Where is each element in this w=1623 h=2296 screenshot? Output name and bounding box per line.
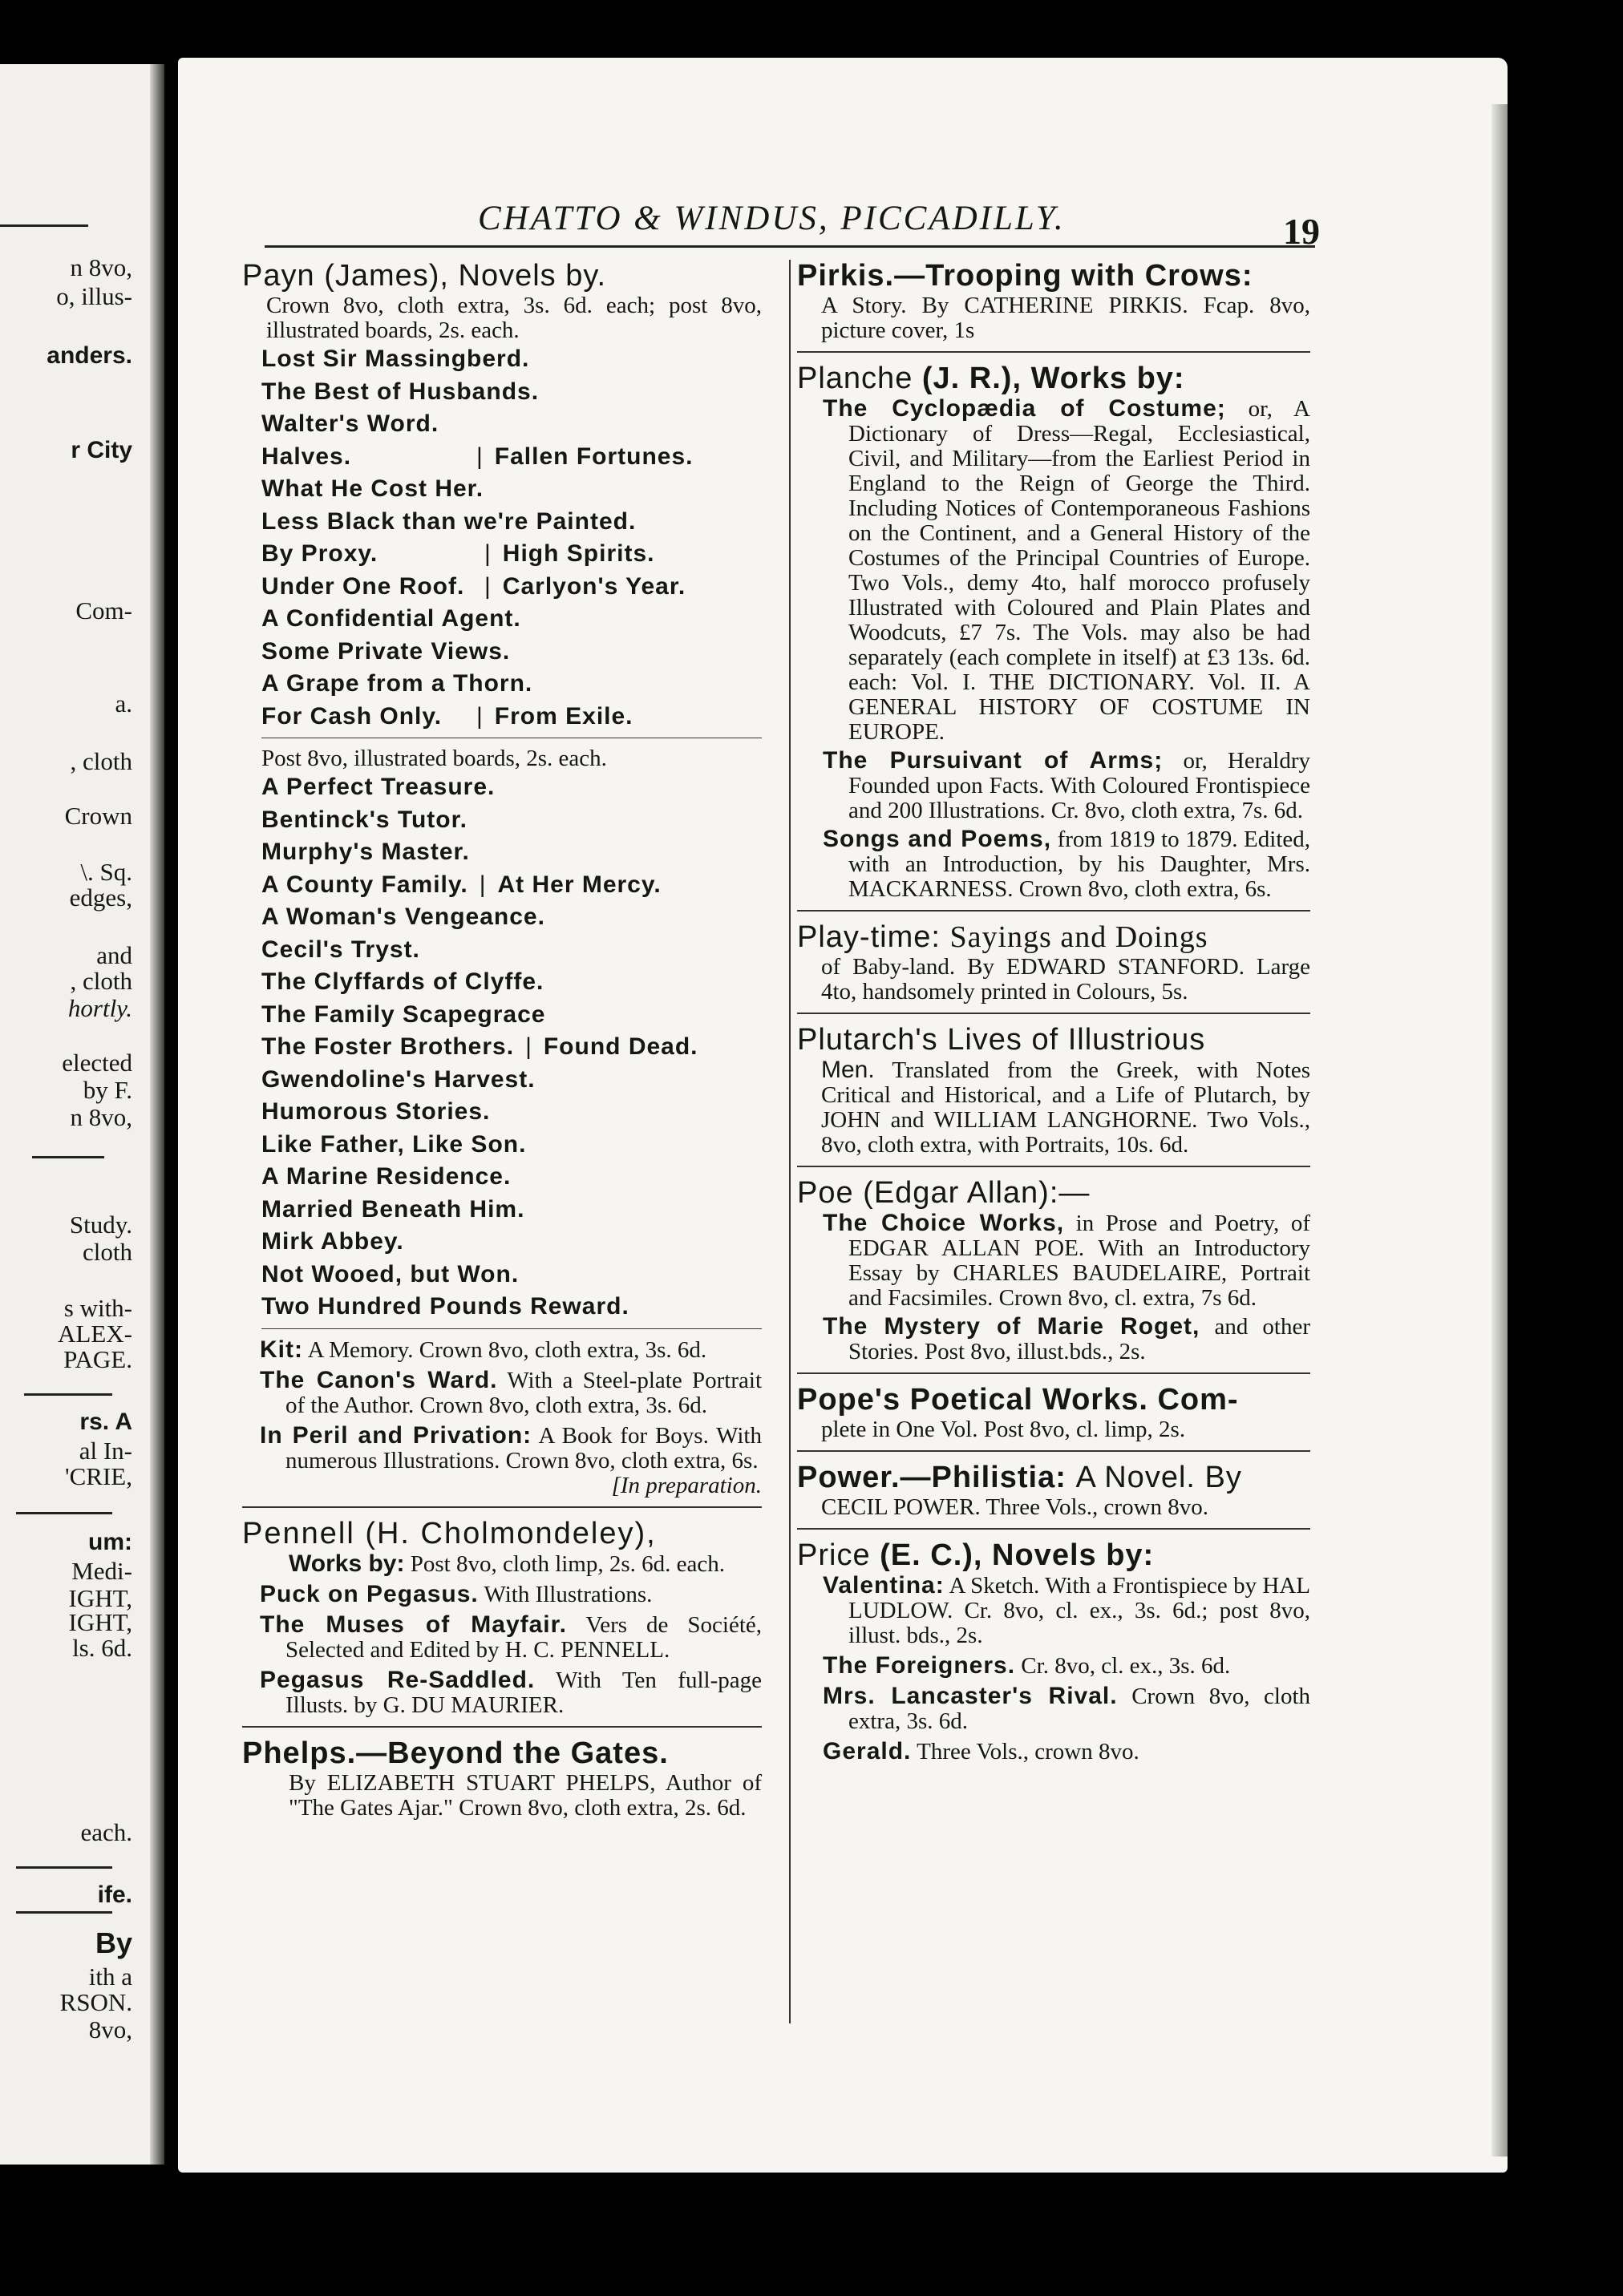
book-title: Carlyon's Year. bbox=[502, 572, 686, 600]
facing-text: anders. bbox=[47, 342, 132, 369]
entry-planche bbox=[797, 361, 1310, 902]
book-description: Cr. 8vo, cl. ex., 3s. 6d. bbox=[1021, 1653, 1231, 1679]
book-title: Songs and Poems, bbox=[823, 826, 1052, 852]
entry-description: plete in One Vol. Post 8vo, cl. limp, 2s. bbox=[821, 1417, 1186, 1442]
divider bbox=[797, 351, 1310, 353]
book-title-pair: Under One Roof. | Carlyon's Year. bbox=[261, 571, 762, 604]
book-title: From Exile. bbox=[494, 702, 633, 730]
facing-text: Study. bbox=[69, 1211, 132, 1239]
book-title: A Grape from a Thorn. bbox=[261, 670, 533, 697]
facing-text: ife. bbox=[97, 1882, 132, 1908]
sub-entry-foreigners bbox=[797, 1653, 1310, 1679]
facing-text: al In- bbox=[79, 1437, 132, 1465]
divider bbox=[0, 224, 88, 227]
book-title-pair: Halves. | Fallen Fortunes. bbox=[261, 441, 762, 474]
book-title: Not Wooed, but Won. bbox=[261, 1260, 520, 1287]
facing-page-fragment bbox=[0, 64, 164, 2165]
left-column bbox=[242, 258, 762, 1829]
divider bbox=[797, 910, 1310, 912]
book-title: The Canon's Ward. bbox=[260, 1366, 498, 1393]
book-title: Humorous Stories. bbox=[261, 1098, 491, 1125]
book-description: or, A Dictionary of Dress—Regal, Ecclesiastical, Civil, and Military—from the Earliest Period in England to the Reign of George the Third. Including Notices of Contemporaneous Fashions on the Continent, and a General History of the Costumes of the Principal Countries of Europe. Two Vols., demy 4to, half morocco profusely Illustrated with Coloured and Plain Plates and Woodcuts, £7 7s. The Vols. may also be had separately (each complete in itself) at £3 13s. 6d. each: Vol. I. THE DICTIONARY. Vol. II. A GENERAL HISTORY OF COSTUME IN EUROPE. bbox=[848, 396, 1310, 745]
entry-heading bbox=[797, 1175, 1310, 1211]
facing-text: n 8vo, bbox=[70, 253, 132, 281]
book-title: The Pursuivant of Arms; bbox=[823, 747, 1164, 774]
preparation-note: [In preparation. bbox=[611, 1472, 762, 1498]
author-name: Power.—Philistia: bbox=[797, 1461, 1066, 1494]
book-title: Murphy's Master. bbox=[261, 839, 470, 865]
facing-text: and bbox=[96, 941, 132, 969]
book-title: Mirk Abbey. bbox=[261, 1228, 404, 1255]
divider bbox=[797, 1013, 1310, 1014]
book-description: Crown 8vo, cloth extra, 3s. 6d. bbox=[848, 1684, 1311, 1734]
author-name: Pirkis.—Trooping with Crows: bbox=[797, 259, 1253, 293]
entry-pirkis bbox=[797, 258, 1310, 343]
book-title: Gerald. bbox=[823, 1738, 912, 1764]
divider bbox=[797, 1166, 1310, 1167]
book-title: Like Father, Like Son. bbox=[261, 1130, 527, 1158]
author-name: Poe (Edgar Allan):— bbox=[797, 1176, 1091, 1210]
book-title: Found Dead. bbox=[543, 1033, 698, 1060]
entry-heading bbox=[242, 1736, 762, 1771]
entry-description bbox=[242, 1551, 762, 1577]
author-name: Planche bbox=[797, 362, 913, 395]
facing-text: IGHT, bbox=[68, 1584, 132, 1612]
facing-text: hortly. bbox=[67, 994, 132, 1022]
sub-entry-puck bbox=[242, 1582, 762, 1607]
entry-power bbox=[797, 1460, 1310, 1520]
title-list bbox=[242, 343, 762, 733]
running-title: CHATTO & WINDUS, PICCADILLY. bbox=[478, 200, 1066, 237]
book-title-pair: By Proxy. | High Spirits. bbox=[261, 538, 762, 571]
entry-heading bbox=[797, 1382, 1310, 1417]
book-title: Two Hundred Pounds Reward. bbox=[261, 1293, 629, 1320]
book-title: Pegasus Re-Saddled. bbox=[260, 1666, 536, 1693]
entry-heading bbox=[797, 920, 1310, 955]
facing-text: by F. bbox=[83, 1076, 132, 1104]
sub-entry-canons-ward bbox=[242, 1368, 762, 1418]
book-title: Puck on Pegasus. bbox=[260, 1580, 479, 1607]
book-title: Married Beneath Him. bbox=[261, 1195, 525, 1223]
divider bbox=[16, 1866, 112, 1869]
heading-rest: (James), Novels by. bbox=[324, 259, 607, 293]
desc-title: Works by: bbox=[289, 1550, 405, 1577]
entry-pennell bbox=[242, 1516, 762, 1718]
book-title: The Best of Husbands. bbox=[261, 378, 540, 405]
entry-heading bbox=[797, 1460, 1310, 1495]
sub-entry-valentina bbox=[797, 1573, 1310, 1648]
book-title: The Muses of Mayfair. bbox=[260, 1611, 567, 1638]
entry-description: of Baby-land. By EDWARD STANFORD. Large 4to, handsomely printed in Colours, 5s. bbox=[821, 954, 1310, 1004]
book-title: The Foreigners. bbox=[823, 1652, 1016, 1679]
book-description: Vers de Société, Selected and Edited by H. C. PENNELL. bbox=[285, 1611, 763, 1663]
divider bbox=[261, 1328, 762, 1329]
entry-heading bbox=[797, 361, 1310, 396]
entry-heading bbox=[242, 258, 762, 293]
divider bbox=[242, 1726, 762, 1728]
book-title: Halves. bbox=[261, 443, 352, 470]
book-title: High Spirits. bbox=[502, 540, 655, 567]
author-name: Price bbox=[797, 1538, 871, 1572]
right-column bbox=[797, 258, 1310, 1773]
book-description: Post 8vo, cloth limp, 2s. 6d. each. bbox=[410, 1550, 726, 1577]
entry-phelps bbox=[242, 1736, 762, 1821]
book-title-pair: A County Family. | At Her Mercy. bbox=[261, 869, 762, 902]
book-title: The Choice Works, bbox=[823, 1210, 1065, 1236]
book-title: Less Black than we're Painted. bbox=[261, 507, 637, 535]
book-title: A Marine Residence. bbox=[261, 1163, 512, 1190]
book-description: from 1819 to 1879. Edited, with an Introduction, by his Daughter, Mrs. MACKARNESS. Crown 8vo, cloth extra, 6s. bbox=[848, 827, 1311, 902]
book-description: With Ten full-page Illusts. by G. DU MAURIER. bbox=[285, 1667, 762, 1718]
heading-rest: Sayings and Doings bbox=[949, 920, 1208, 954]
entry-description bbox=[797, 1057, 1310, 1158]
entry-heading bbox=[797, 1022, 1310, 1057]
entry-description: Post 8vo, illustrated boards, 2s. each. bbox=[261, 746, 607, 771]
book-description: in Prose and Poetry, of EDGAR ALLAN POE. With an Introductory Essay by CHARLES BAUDELAIRE, Portrait and Facsimiles. Crown 8vo, cl. extra, 7s 6d. bbox=[848, 1211, 1310, 1311]
book-description: With Illustrations. bbox=[484, 1581, 653, 1607]
book-title: Kit: bbox=[260, 1336, 303, 1363]
facing-text: a. bbox=[115, 689, 132, 718]
header-rule bbox=[265, 245, 1315, 248]
book-title: The Cyclopædia of Costume; bbox=[823, 395, 1226, 422]
book-title: A Woman's Vengeance. bbox=[261, 903, 545, 930]
book-title: Bentinck's Tutor. bbox=[261, 806, 467, 833]
book-title-pair: The Foster Brothers. | Found Dead. bbox=[261, 1031, 762, 1064]
book-title: Walter's Word. bbox=[261, 410, 439, 437]
entry-description: By ELIZABETH STUART PHELPS, Author of "The Gates Ajar." Crown 8vo, cloth extra, 2s. 6d. bbox=[289, 1769, 762, 1821]
facing-text: cloth bbox=[83, 1238, 132, 1266]
heading-rest: Com- bbox=[1157, 1383, 1239, 1417]
title-list bbox=[242, 771, 762, 1324]
book-title: The Mystery of Marie Roget, bbox=[823, 1313, 1200, 1340]
facing-text: PAGE. bbox=[63, 1345, 132, 1373]
divider bbox=[32, 1156, 104, 1158]
facing-text: r City bbox=[71, 437, 132, 463]
sub-entry-lancaster bbox=[797, 1684, 1310, 1734]
facing-text: n 8vo, bbox=[70, 1103, 132, 1131]
facing-text: RSON. bbox=[59, 1988, 132, 2016]
facing-text: \. Sq. bbox=[80, 858, 132, 886]
heading-rest: (J. R.), Works by: bbox=[921, 362, 1185, 395]
facing-text: Crown bbox=[64, 802, 132, 830]
entry-poe bbox=[797, 1175, 1310, 1364]
facing-text: By bbox=[95, 1926, 132, 1959]
divider bbox=[797, 1528, 1310, 1530]
book-title: By Proxy. bbox=[261, 540, 378, 567]
column-divider bbox=[789, 260, 791, 2023]
sub-entry-songs bbox=[797, 827, 1310, 902]
entry-playtime bbox=[797, 920, 1310, 1004]
sub-entry-gerald bbox=[797, 1739, 1310, 1764]
heading-rest: A Novel. By bbox=[1075, 1461, 1242, 1494]
book-title: The Foster Brothers. bbox=[261, 1033, 515, 1060]
facing-text: , cloth bbox=[70, 967, 132, 995]
desc-title: Men. bbox=[821, 1057, 875, 1083]
author-name: Plutarch's Lives of Illustrious bbox=[797, 1023, 1206, 1057]
entry-description: CECIL POWER. Three Vols., crown 8vo. bbox=[821, 1494, 1209, 1520]
entry-plutarch bbox=[797, 1022, 1310, 1158]
sub-entry-choice-works bbox=[797, 1211, 1310, 1311]
author-name: Payn bbox=[242, 259, 315, 293]
entry-heading bbox=[797, 258, 1310, 293]
entry-description: Crown 8vo, cloth extra, 3s. 6d. each; post 8vo, illustrated boards, 2s. each. bbox=[266, 293, 762, 343]
book-title: In Peril and Privation: bbox=[260, 1421, 532, 1449]
book-description: A Book for Boys. With numerous Illustrations. Crown 8vo, cloth extra, 6s. bbox=[285, 1422, 762, 1473]
book-description: A Sketch. With a Frontispiece by HAL LUDLOW. Cr. 8vo, cl. ex., 3s. 6d.; post 8vo, illust. bds., 2s. bbox=[848, 1573, 1310, 1648]
book-title: The Family Scapegrace bbox=[261, 1000, 546, 1028]
book-title: Valentina: bbox=[823, 1572, 945, 1599]
sub-entry-pursuivant bbox=[797, 748, 1310, 823]
divider bbox=[24, 1393, 112, 1396]
book-title: Cecil's Tryst. bbox=[261, 936, 420, 963]
sub-entry-in-peril bbox=[242, 1423, 762, 1498]
divider bbox=[16, 1911, 112, 1914]
book-title: Fallen Fortunes. bbox=[494, 443, 694, 470]
facing-text: , cloth bbox=[70, 747, 132, 775]
sub-entry-muses bbox=[242, 1612, 762, 1663]
facing-text: o, illus- bbox=[56, 282, 132, 310]
facing-text: um: bbox=[88, 1529, 132, 1555]
entry-pope bbox=[797, 1382, 1310, 1442]
facing-text: ls. 6d. bbox=[72, 1634, 132, 1662]
book-title: Mrs. Lancaster's Rival. bbox=[823, 1683, 1118, 1709]
book-title: For Cash Only. bbox=[261, 702, 443, 730]
entry-payn bbox=[242, 258, 762, 1498]
book-title: The Clyffards of Clyffe. bbox=[261, 968, 544, 995]
book-description: or, Heraldry Founded upon Facts. With Coloured Frontispiece and 200 Illustrations. Cr. 8vo, cloth extra, 7s. 6d. bbox=[848, 748, 1310, 823]
sub-entry-marie-roget bbox=[797, 1314, 1310, 1364]
facing-text: s with- bbox=[63, 1294, 132, 1322]
facing-text: edges, bbox=[69, 883, 132, 912]
book-description: Translated from the Greek, with Notes Critical and Historical, and a Life of Plutarch, by JOHN and WILLIAM LANGHORNE. Two Vols., 8vo, cloth extra, with Portraits, 10s. 6d. bbox=[821, 1057, 1310, 1158]
book-title: Gwendoline's Harvest. bbox=[261, 1065, 536, 1093]
facing-text: 'CRIE, bbox=[65, 1462, 132, 1490]
divider bbox=[797, 1450, 1310, 1452]
book-title: Lost Sir Massingberd. bbox=[261, 346, 530, 372]
divider bbox=[16, 1512, 112, 1514]
entry-heading bbox=[242, 1516, 762, 1551]
sub-entry-cyclopaedia bbox=[797, 396, 1310, 745]
entry-price bbox=[797, 1538, 1310, 1764]
entry-heading bbox=[797, 1538, 1310, 1573]
facing-text: 8vo, bbox=[88, 2015, 132, 2043]
heading-rest: (H. Cholmondeley), bbox=[365, 1516, 657, 1550]
book-title: A Confidential Agent. bbox=[261, 605, 521, 632]
facing-text: rs. A bbox=[79, 1409, 132, 1435]
facing-text: ALEX- bbox=[58, 1320, 132, 1348]
facing-text: Com- bbox=[75, 596, 132, 625]
facing-text: elected bbox=[62, 1049, 132, 1077]
book-description: Three Vols., crown 8vo. bbox=[917, 1739, 1139, 1764]
book-title: A Perfect Treasure. bbox=[261, 774, 496, 800]
author-name: Phelps.—Beyond the Gates. bbox=[242, 1736, 669, 1770]
divider bbox=[797, 1372, 1310, 1374]
sub-entry-kit bbox=[242, 1337, 762, 1363]
author-name: Play-time: bbox=[797, 920, 941, 954]
facing-text: each. bbox=[80, 1818, 132, 1846]
facing-text: ith a bbox=[88, 1963, 132, 1991]
page-edge-shadow bbox=[1491, 104, 1508, 2157]
book-spine-shadow bbox=[150, 64, 164, 2165]
book-description: and other Stories. Post 8vo, illust.bds., 2s. bbox=[848, 1314, 1311, 1364]
book-title: What He Cost Her. bbox=[261, 475, 484, 502]
facing-text: Medi- bbox=[71, 1557, 132, 1585]
book-title-pair: For Cash Only. | From Exile. bbox=[261, 701, 762, 734]
entry-description: A Story. By CATHERINE PIRKIS. Fcap. 8vo, picture cover, 1s bbox=[821, 293, 1310, 343]
book-title: A County Family. bbox=[261, 871, 468, 898]
author-name: Pennell bbox=[242, 1516, 355, 1550]
book-description: With a Steel-plate Portrait of the Author. Crown 8vo, cloth extra, 3s. 6d. bbox=[285, 1367, 763, 1418]
author-name: Pope's Poetical Works. bbox=[797, 1383, 1148, 1417]
divider bbox=[242, 1506, 762, 1508]
book-title: Under One Roof. bbox=[261, 572, 465, 600]
sub-entry-pegasus bbox=[242, 1667, 762, 1718]
page-number: 19 bbox=[1283, 211, 1320, 252]
facing-text: IGHT, bbox=[68, 1608, 132, 1636]
heading-rest: (E. C.), Novels by: bbox=[880, 1538, 1155, 1572]
book-description: A Memory. Crown 8vo, cloth extra, 3s. 6d. bbox=[307, 1336, 707, 1363]
book-title: At Her Mercy. bbox=[497, 871, 662, 898]
book-title: Some Private Views. bbox=[261, 637, 511, 665]
